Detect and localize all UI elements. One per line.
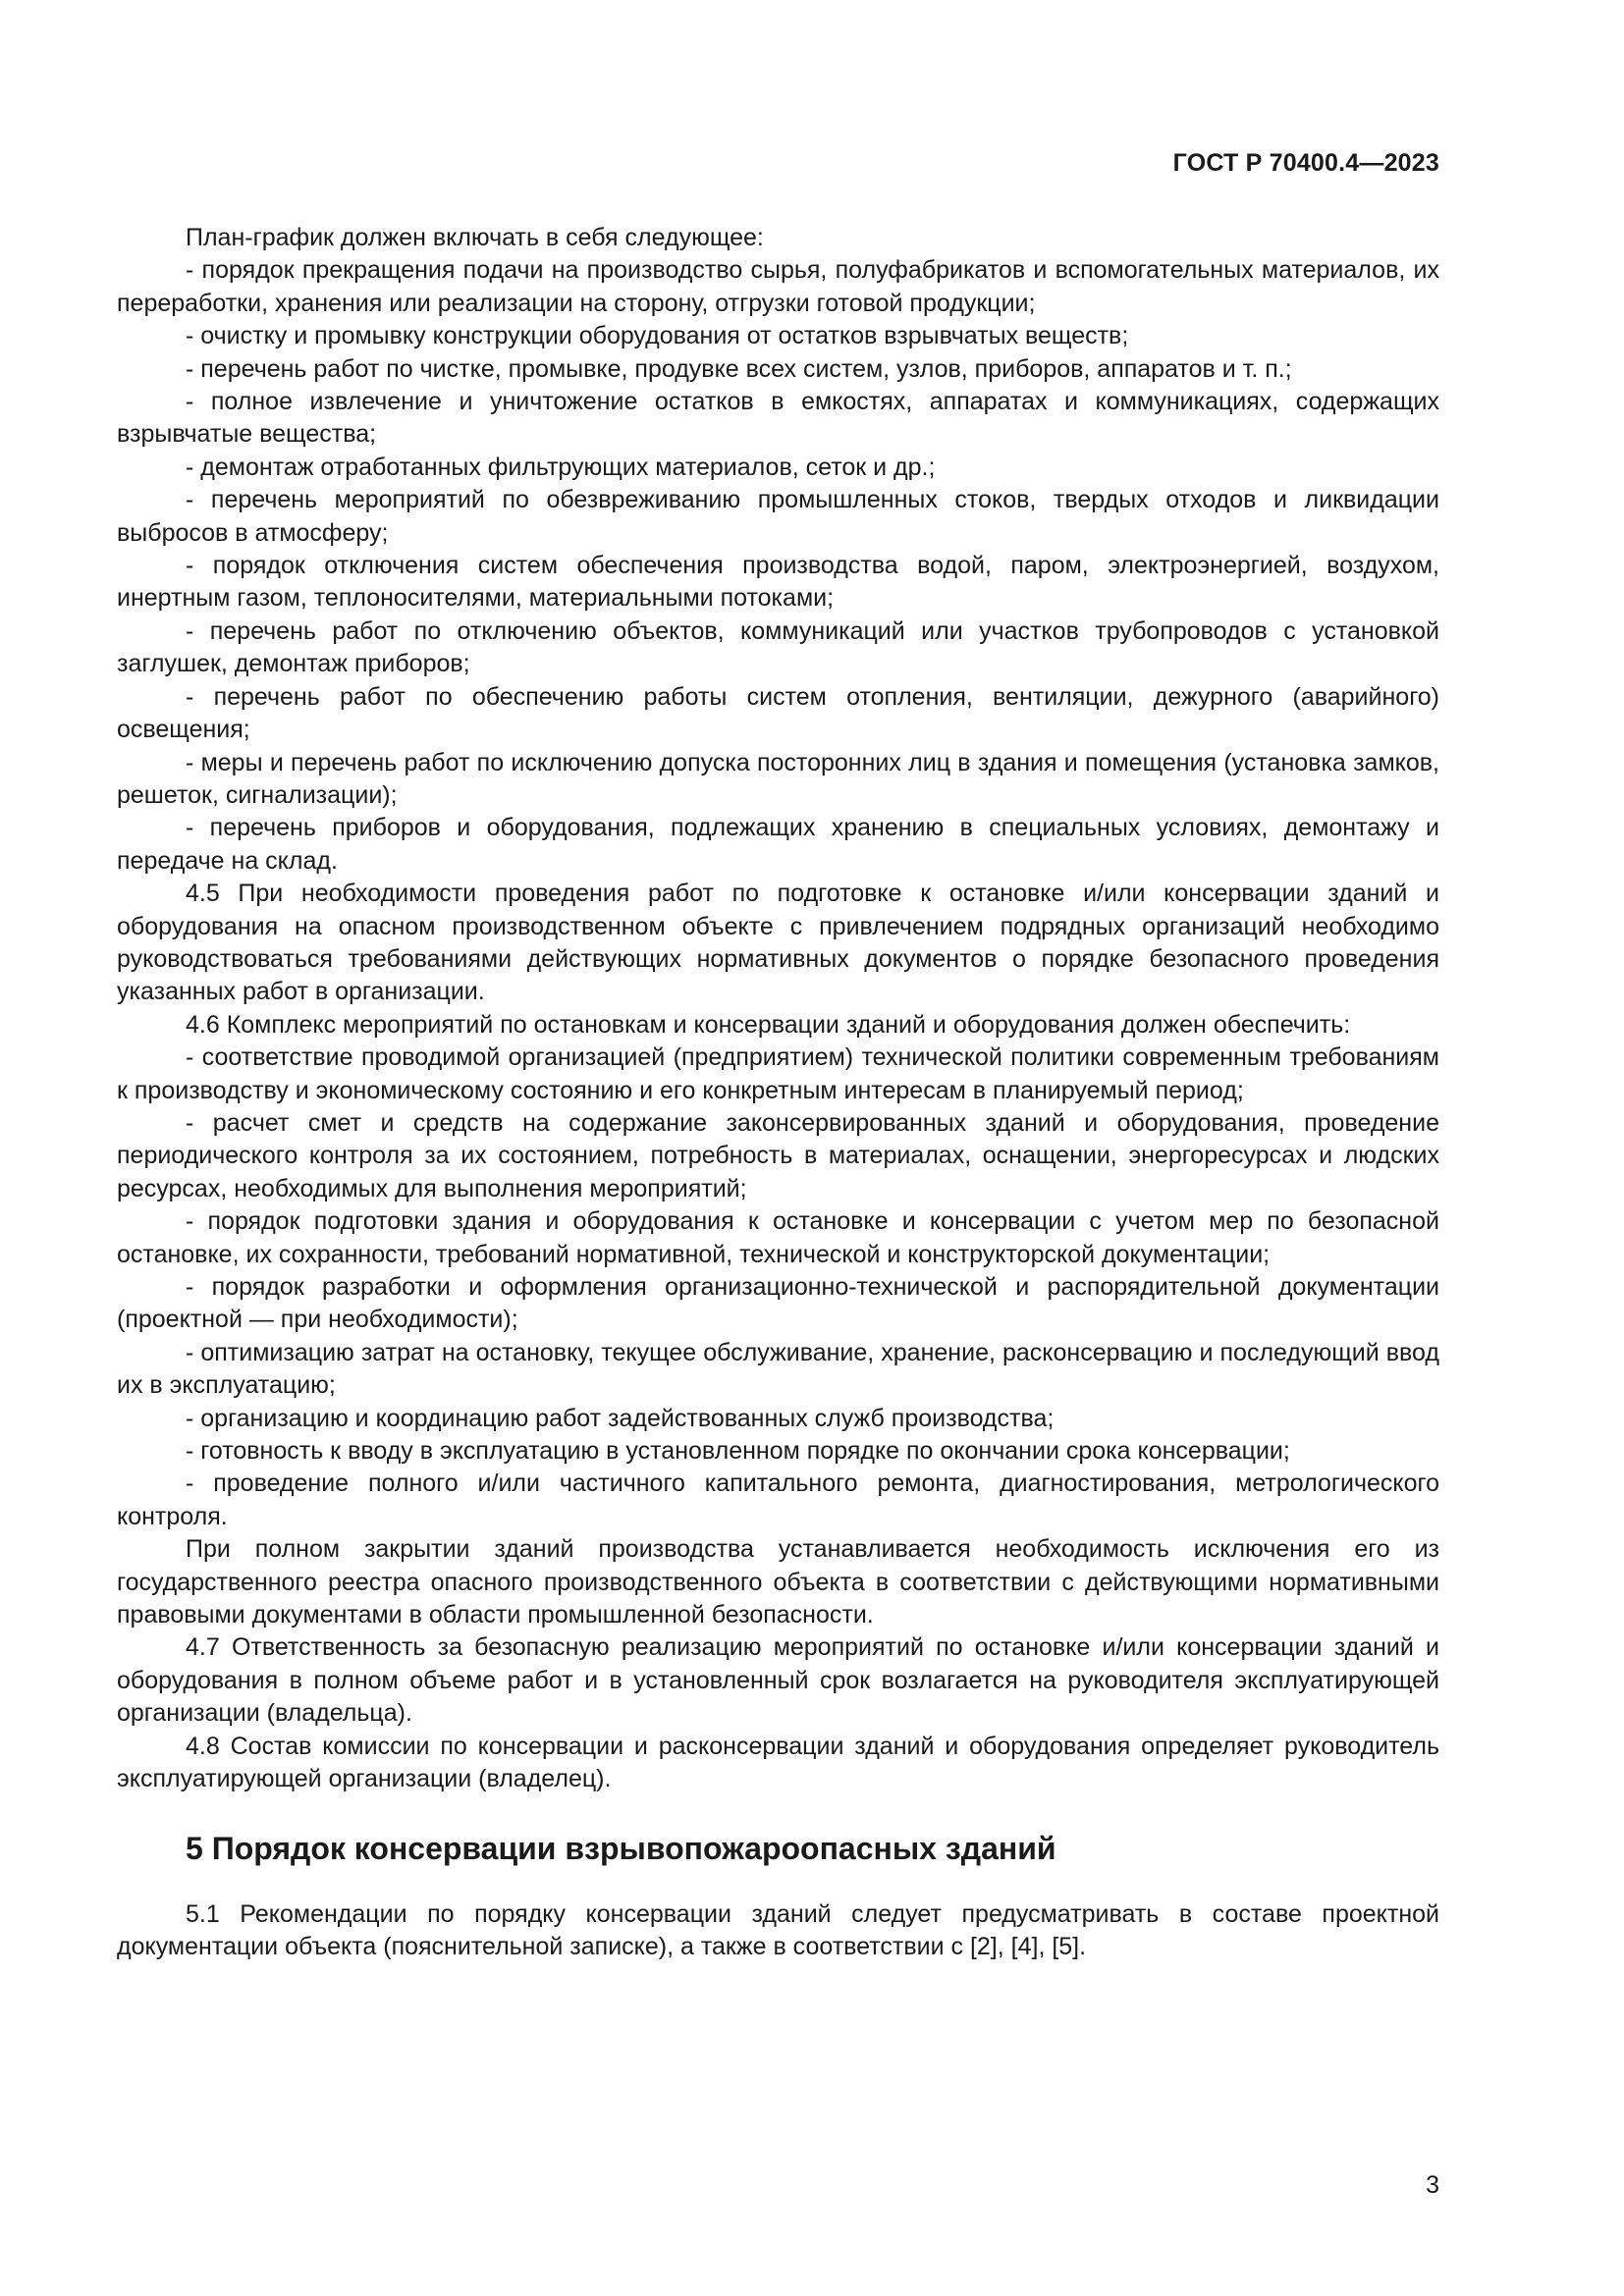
plan-intro-paragraph: План-график должен включать в себя следующее: [186, 224, 764, 251]
document-code: ГОСТ Р 70400.4—2023 [1172, 149, 1439, 177]
list-item: - порядок разработки и оформления организационно-технической и распорядительной документации (проектной — при необходимости); [117, 1273, 1439, 1334]
clause-4-7: 4.7 Ответственность за безопасную реализацию мероприятий по остановке и/или консервации зданий и оборудования в полном объеме работ и в установленный срок возлагается на руководителя эксплуатирующей организации (владельца). [117, 1633, 1439, 1728]
list-item: - соответствие проводимой организацией (предприятием) технической политики современным требованиям к производству и экономическому состоянию и его конкретным интересам в планируемый период; [117, 1043, 1439, 1104]
list-item: - перечень приборов и оборудования, подлежащих хранению в специальных условиях, демонтажу и передаче на склад. [117, 814, 1439, 875]
section-5-heading: 5 Порядок консервации взрывопожароопасных зданий [186, 1830, 1056, 1866]
list-item: - оптимизацию затрат на остановку, текущее обслуживание, хранение, расконсервацию и последующий ввод их в эксплуатацию; [117, 1338, 1439, 1400]
page-number: 3 [1426, 2171, 1439, 2199]
list-item: - перечень мероприятий по обезвреживанию промышленных стоков, твердых отходов и ликвидации выбросов в атмосферу; [117, 486, 1439, 547]
document-body [117, 222, 1439, 1963]
list-item: - меры и перечень работ по исключению допуска посторонних лиц в здания и помещения (установка замков, решеток, сигнализации); [117, 748, 1439, 809]
list-item: - проведение полного и/или частичного капитального ремонта, диагностирования, метрологического контроля. [117, 1469, 1439, 1530]
list-item: - полное извлечение и уничтожение остатков в емкостях, аппаратах и коммуникациях, содержащих взрывчатые вещества; [117, 388, 1439, 449]
list-item: - перечень работ по отключению объектов, коммуникаций или участков трубопроводов с установкой заглушек, демонтаж приборов; [117, 616, 1439, 678]
clause-4-6: 4.6 Комплекс мероприятий по остановкам и консервации зданий и оборудования должен обеспечить: [186, 1010, 1351, 1039]
list-item: - демонтаж отработанных фильтрующих материалов, сеток и др.; [186, 453, 936, 481]
list-item: - перечень работ по чистке, промывке, продувке всех систем, узлов, приборов, аппаратов и т. п.; [186, 354, 1292, 383]
list-item: - расчет смет и средств на содержание законсервированных зданий и оборудования, проведение периодического контроля за их состоянием, потребность в материалах, оснащении, энергоресурсах и людских ресурсах, необходимых для выполнения мероприятий; [117, 1108, 1439, 1202]
closure-paragraph: При полном закрытии зданий производства устанавливается необходимость исключения его из государственного реестра опасного производственного объекта в соответствии с действующими нормативными правовыми документами в области промышленной безопасности. [117, 1535, 1439, 1629]
list-item: - готовность к вводу в эксплуатацию в установленном порядке по окончании срока консервации; [186, 1437, 1290, 1466]
clause-4-5: 4.5 При необходимости проведения работ по подготовке к остановке и/или консервации зданий и оборудования на опасном производственном объекте с привлечением подрядных организаций необходимо руководствоваться требованиями действующих нормативных документов о порядке безопасного проведения указанных работ в организации. [117, 880, 1439, 1006]
list-item: - порядок подготовки здания и оборудования к остановке и консервации с учетом мер по безопасной остановке, их сохранности, требований нормативной, технической и конструкторской документации; [117, 1207, 1439, 1268]
list-item: - порядок прекращения подачи на производство сырья, полуфабрикатов и вспомогательных материалов, их переработки, хранения или реализации на сторону, отгрузки готовой продукции; [117, 256, 1439, 317]
list-item: - очистку и промывку конструкции оборудования от остатков взрывчатых веществ; [186, 322, 1129, 350]
clause-5-1: 5.1 Рекомендации по порядку консервации зданий следует предусматривать в составе проектной документации объекта (пояснительной записке), а также в соответствии с [2], [4], [5]. [117, 1899, 1439, 1960]
list-item: - организацию и координацию работ задействованных служб производства; [186, 1404, 1055, 1432]
list-item: - перечень работ по обеспечению работы систем отопления, вентиляции, дежурного (аварийного) освещения; [117, 682, 1439, 744]
list-item: - порядок отключения систем обеспечения производства водой, паром, электроэнергией, воздухом, инертным газом, теплоносителями, материальными потоками; [117, 552, 1439, 613]
clause-4-8: 4.8 Состав комиссии по консервации и расконсервации зданий и оборудования определяет руководитель эксплуатирующей организации (владелец). [117, 1732, 1439, 1793]
